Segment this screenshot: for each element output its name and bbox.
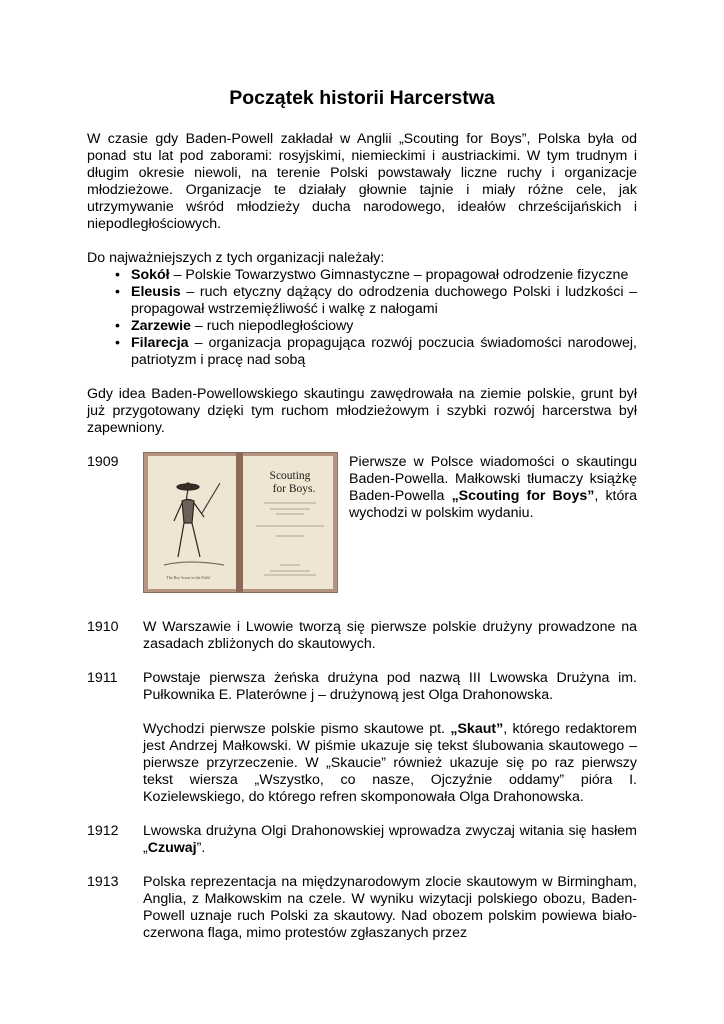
page-title: Początek historii Harcerstwa <box>229 87 495 109</box>
timeline-entry-1913 <box>87 874 637 942</box>
book-illustration <box>144 453 337 592</box>
org-desc: – ruch niepodległościowy <box>190 318 354 334</box>
svg-text:The Boy Scout in the Field: The Boy Scout in the Field <box>166 575 210 580</box>
timeline-text: W Warszawie i Lwowie tworzą się pierwsze polskie drużyny prowadzone na zasadach zbliżonych do skautowych. <box>143 619 637 652</box>
bullet-icon: • <box>115 284 120 300</box>
magazine-title-bold: „Skaut” <box>450 721 504 737</box>
org-name: Sokół <box>131 267 170 283</box>
document-page <box>87 86 637 959</box>
intro-paragraph: W czasie gdy Baden-Powell zakładał w Anglii „Scouting for Boys”, Polska była od ponad stu lat pod zaborami: rosyjskimi, niemieckimi i austriackimi. W tym trudnym i długim okresie niewoli, na terenie Polski powstawały liczne ruchy i organizacje młodzieżowe. Organizacje te działały głownie tajnie i miały różne cele, jak utrzymywanie wśród młodzieży ducha narodowego, ideałów chrześcijańskich i niepodległościowych. <box>87 131 637 232</box>
scouting-for-boys-book-photo <box>143 452 338 593</box>
org-name: Filarecja <box>131 335 189 351</box>
timeline-text <box>143 823 637 857</box>
timeline-text: Powstaje pierwsza żeńska drużyna pod nazwą III Lwowska Drużyna im. Pułkownika E. Platerówne j – drużynową jest Olga Drahonowska. <box>143 670 637 703</box>
list-item <box>115 267 637 284</box>
list-item <box>115 335 637 369</box>
timeline-entry-1911 <box>87 670 637 806</box>
timeline-entry-1910 <box>87 619 637 653</box>
book-title-line-2: for Boys. <box>272 483 316 495</box>
greeting-bold: Czuwaj <box>147 840 197 856</box>
timeline-text-part: Lwowska drużyna Olgi Drahonowskiej wprowadza zwyczaj witania się hasłem „ <box>143 823 637 856</box>
bullet-icon: • <box>115 335 120 351</box>
timeline-entry-1909 <box>87 454 637 602</box>
timeline-text: Polska reprezentacja na międzynarodowym zlocie skautowym w Birmingham, Anglia, z Małkowskim na czele. W wyniku wizytacji polskiego obozu, Baden-Powell uznaje ruch Polski za skautowy. Nad obozem polskim powiewa biało-czerwona flaga, mimo protestów zgłaszanych przez <box>143 874 637 941</box>
timeline-entry-1912 <box>87 823 637 857</box>
org-desc: – Polskie Towarzystwo Gimnastyczne – propagował odrodzenie fizyczne <box>169 267 629 283</box>
org-name: Zarzewie <box>131 318 191 334</box>
timeline-text-part: ”. <box>196 840 206 856</box>
timeline-text <box>349 454 637 522</box>
timeline-year: 1912 <box>87 823 119 839</box>
org-desc: – organizacja propagująca rozwój poczucia świadomości narodowej, patriotyzm i pracę nad sobą <box>131 335 637 368</box>
organizations-lead: Do najważniejszych z tych organizacji należały: <box>87 250 385 266</box>
timeline-text <box>143 721 637 806</box>
book-title-line-1: Scouting <box>269 470 311 482</box>
timeline-year: 1913 <box>87 874 119 890</box>
list-item <box>115 284 637 318</box>
bullet-icon: • <box>115 267 120 283</box>
org-desc: – ruch etyczny dążący do odrodzenia duchowego Polski i ludzkości – propagował wstrzemięźliwość i walkę z nałogami <box>131 284 637 317</box>
list-item <box>115 318 637 335</box>
book-title-bold: „Scouting for Boys” <box>451 488 595 504</box>
timeline-year: 1910 <box>87 619 119 635</box>
org-name: Eleusis <box>131 284 181 300</box>
timeline-year: 1909 <box>87 454 119 470</box>
timeline-text-part: , która wychodzi w polskim wydaniu. <box>349 488 637 521</box>
timeline-text-part: , którego redaktorem jest Andrzej Małkowski. W piśmie ukazuje się tekst ślubowania skautowego – pierwsze przyrzeczenie. W „Skaucie” również ukazuje się po raz pierwszy tekst wiersza „Wszystko, co nasze, Ojczyźnie oddamy” pióra I. Kozielewskiego, do którego refren skomponowała Olga Drahonowska. <box>143 721 637 805</box>
organizations-list <box>87 267 637 369</box>
history-paragraph: Gdy idea Baden-Powellowskiego skautingu zawędrowała na ziemie polskie, grunt był już przygotowany dzięki tym ruchom młodzieżowym i szybki rozwój harcerstwa był zapewniony. <box>87 386 637 436</box>
timeline-text-part: Pierwsze w Polsce wiadomości o skautingu Baden-Powella. Małkowski tłumaczy książkę Baden-Powella <box>349 454 637 504</box>
bullet-icon: • <box>115 318 120 334</box>
timeline-text-part: Wychodzi pierwsze polskie pismo skautowe pt. <box>143 721 451 737</box>
timeline-year: 1911 <box>87 670 118 686</box>
